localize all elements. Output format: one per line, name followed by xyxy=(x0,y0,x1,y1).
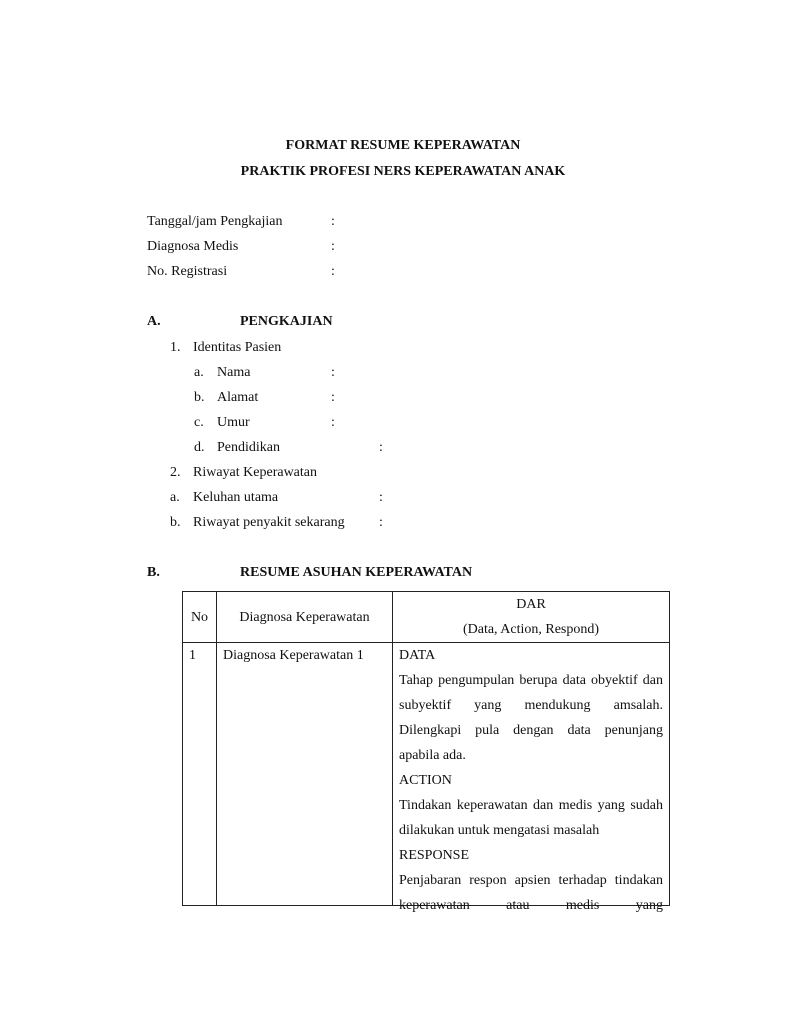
riwayat-label-penyakit: Riwayat penyakit sekarang xyxy=(193,515,345,530)
table-row xyxy=(183,643,670,906)
item-2-label: Riwayat Keperawatan xyxy=(193,465,317,480)
header-dar-title: DAR xyxy=(516,597,546,612)
identitas-letter-alamat: b. xyxy=(194,390,205,405)
section-a-letter: A. xyxy=(147,314,161,329)
dar-data-text: Tahap pengumpulan berupa data obyektif dan subyektif yang mendukung amsalah. Dilengkapi pula dengan data penunjang apabila ada. xyxy=(399,673,663,763)
row-dar-content xyxy=(393,643,670,913)
header-no: No xyxy=(183,592,217,643)
section-a-title: PENGKAJIAN xyxy=(240,314,333,329)
identitas-label-umur: Umur xyxy=(217,415,250,430)
dar-response-label: RESPONSE xyxy=(399,848,470,863)
header-dar xyxy=(393,592,670,643)
identitas-label-nama: Nama xyxy=(217,365,251,380)
item-1-label: Identitas Pasien xyxy=(193,340,282,355)
header-diagnosa: Diagnosa Keperawatan xyxy=(217,592,393,643)
riwayat-letter-keluhan: a. xyxy=(170,490,180,505)
riwayat-label-keluhan: Keluhan utama xyxy=(193,490,279,505)
identitas-colon-umur: : xyxy=(331,415,335,430)
identitas-colon-alamat: : xyxy=(331,390,335,405)
riwayat-letter-penyakit: b. xyxy=(170,515,181,530)
identitas-label-pendidikan: Pendidikan xyxy=(217,440,280,455)
dar-action-label: ACTION xyxy=(399,773,452,788)
item-1-number: 1. xyxy=(170,340,181,355)
document-title: FORMAT RESUME KEPERAWATAN xyxy=(285,138,521,153)
identitas-colon-pendidikan: : xyxy=(379,440,383,455)
identitas-colon-nama: : xyxy=(331,365,335,380)
info-label-registrasi: No. Registrasi xyxy=(147,264,228,279)
identitas-letter-umur: c. xyxy=(194,415,204,430)
info-colon-diagnosa: : xyxy=(331,239,335,254)
document-subtitle: PRAKTIK PROFESI NERS KEPERAWATAN ANAK xyxy=(240,164,566,179)
table-header-row xyxy=(183,592,670,643)
row-number: 1 xyxy=(183,643,217,906)
identitas-label-alamat: Alamat xyxy=(217,390,259,405)
dar-action-text: Tindakan keperawatan dan medis yang sudah dilakukan untuk mengatasi masalah xyxy=(399,798,663,838)
dar-response-text: Penjabaran respon apsien terhadap tindakan keperawatan atau medis yang xyxy=(399,873,663,913)
row-diagnosa: Diagnosa Keperawatan 1 xyxy=(217,643,393,906)
info-label-tanggal: Tanggal/jam Pengkajian xyxy=(147,214,283,229)
header-dar-subtitle: (Data, Action, Respond) xyxy=(462,622,600,637)
info-colon-registrasi: : xyxy=(331,264,335,279)
resume-table xyxy=(182,591,670,913)
identitas-letter-nama: a. xyxy=(194,365,204,380)
riwayat-colon-keluhan: : xyxy=(379,490,383,505)
item-2-number: 2. xyxy=(170,465,181,480)
section-b-title: RESUME ASUHAN KEPERAWATAN xyxy=(240,565,473,580)
section-b-letter: B. xyxy=(147,565,160,580)
info-label-diagnosa: Diagnosa Medis xyxy=(147,239,239,254)
riwayat-colon-penyakit: : xyxy=(379,515,383,530)
info-colon-tanggal: : xyxy=(331,214,335,229)
identitas-letter-pendidikan: d. xyxy=(194,440,205,455)
dar-data-label: DATA xyxy=(399,648,436,663)
